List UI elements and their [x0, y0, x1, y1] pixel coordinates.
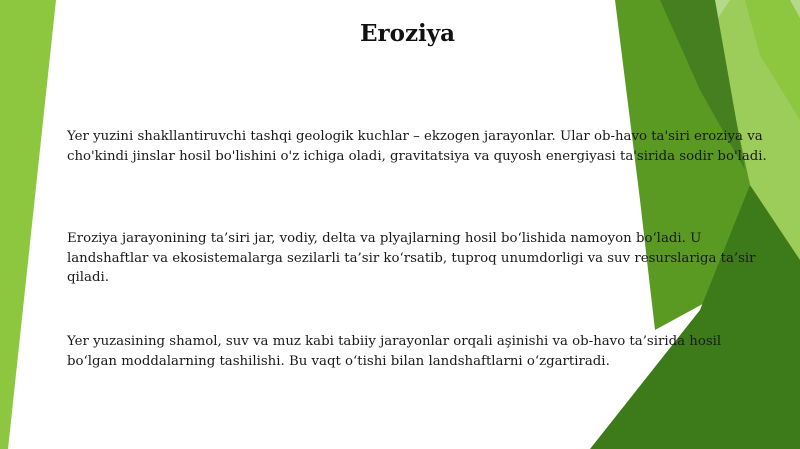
left-green-strip	[0, 0, 56, 449]
paragraph-1: Yer yuzini shakllantiruvchi tashqi geologik kuchlar – ekzogen jarayonlar. Ular ob-havo ta'siri eroziya va cho'kindi jinslar hosil bo'lishini o'z ichiga oladi, gravitatsiya va quyosh energiyasi ta'sirida sodir bo'ladi.	[67, 129, 767, 164]
paragraph-2: Eroziya jarayonining ta’siri jar, vodiy, delta va plyajlarning hosil bo‘lishida namoyon bo‘ladi. U landshaftlar va ekosistemalarga sezilarli ta’sir ko‘rsatib, tuproq unumdorligi va suv resurslariga ta’sir qiladi.	[67, 231, 756, 285]
slide-title: Eroziya	[359, 20, 456, 47]
paragraph-3: Yer yuzasining shamol, suv va muz kabi tabiiy jarayonlar orqali aşinishi va ob-havo ta’sirida hosil bo‘lgan moddalarning tashilishi. Bu vaqt o‘tishi bilan landshaftlarni o‘zgartiradi.	[67, 334, 722, 369]
